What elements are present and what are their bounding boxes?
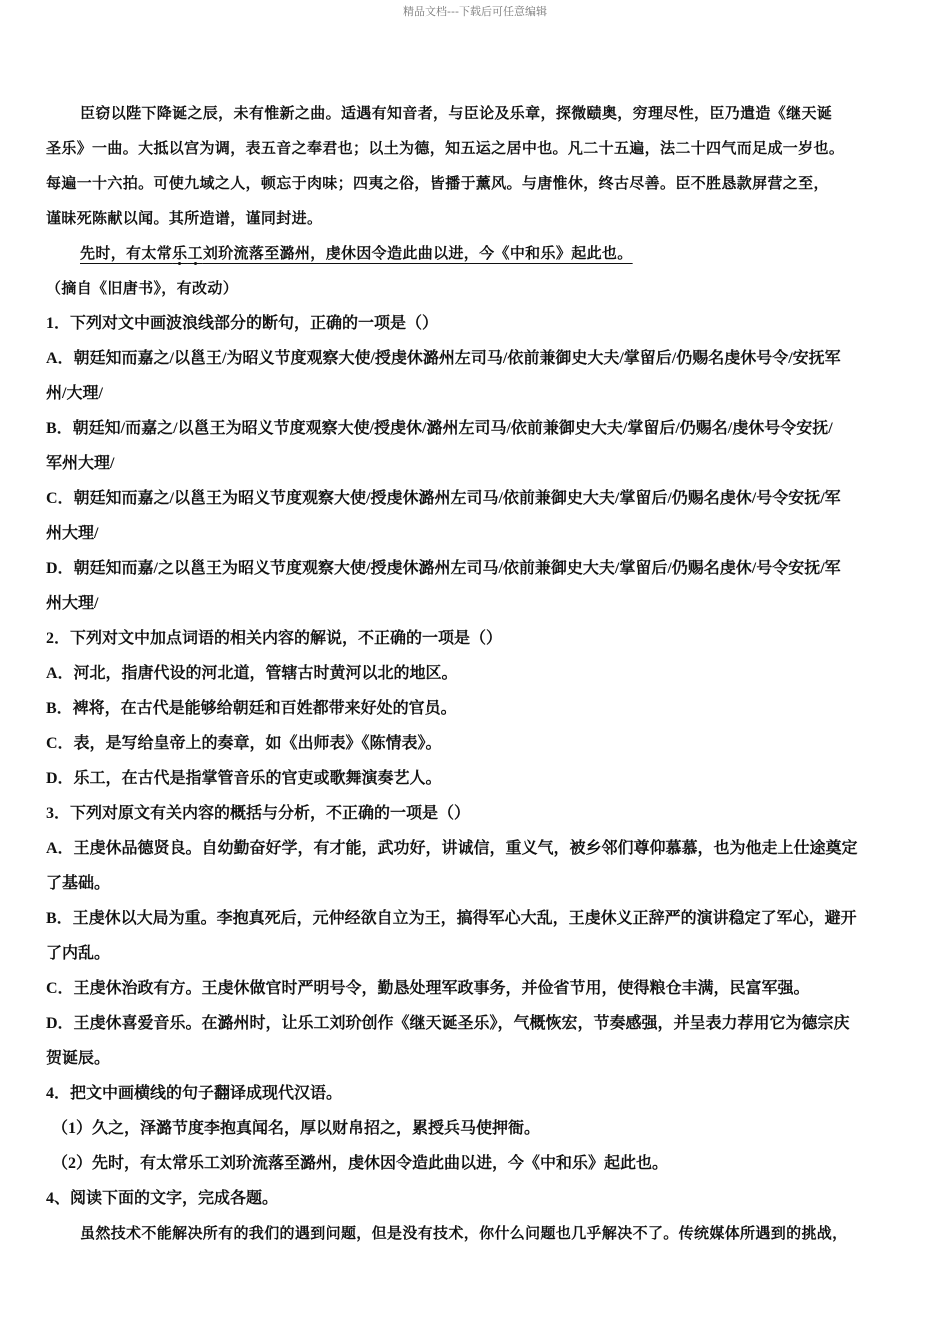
translation-item-2: （2）先时，有太常乐工刘玠流落至潞州，虔休因令造此曲以进，今《中和乐》起此也。	[52, 1155, 669, 1172]
dotted-char: 工	[187, 244, 203, 262]
option-c-line2: 州大理/	[46, 525, 99, 542]
option-c: C．王虔休治政有方。王虔休做官时严明号令，勤恳处理军政事务，并俭省节用，使得粮仓丰满，民富军强。	[46, 980, 810, 997]
option-c: C．表，是写给皇帝上的奏章，如《出师表》《陈情表》。	[46, 735, 442, 752]
option-b: B．裨将，在古代是能够给朝廷和百姓都带来好处的官员。	[46, 700, 457, 717]
question-3	[46, 796, 916, 1076]
question-2	[46, 621, 916, 796]
document-body	[46, 96, 916, 1251]
option-d-line1: D．朝廷知而嘉/之以邕王为昭义节度观察大使/授虔休潞州左司马/依前兼御史大夫/掌留后/仍赐名虔休/号令安抚/军	[46, 560, 841, 577]
passage-line: 谨昧死陈献以闻。其所造谱，谨同封进。	[46, 209, 323, 227]
question-stem: 4．把文中画横线的句子翻译成现代汉语。	[46, 1085, 343, 1102]
reading-section	[46, 1181, 916, 1251]
passage-line: 每遍一十六拍。可使九域之人，顿忘于肉味；四夷之俗，皆播于薰风。与唐惟休，终古尽善。臣不胜恳款屏营之至，	[46, 174, 829, 192]
page-header: 精品文档---下载后可任意编辑	[403, 5, 547, 18]
option-c-line1: C．朝廷知而嘉之/以邕王为昭义节度观察大使/授虔休潞州左司马/依前兼御史大夫/掌留后/仍赐名虔休/号令安抚/军	[46, 490, 841, 507]
passage-source: （摘自《旧唐书》，有改动）	[46, 279, 239, 297]
translation-item-1: （1）久之，泽潞节度李抱真闻名，厚以财帛招之，累授兵马使押衙。	[52, 1120, 541, 1137]
passage	[46, 96, 916, 306]
question-stem: 1．下列对文中画波浪线部分的断句，正确的一项是（）	[46, 315, 439, 332]
option-d-line2: 州大理/	[46, 595, 99, 612]
option-a-line2: 了基础。	[46, 875, 111, 892]
option-a-line2: 州/大理/	[46, 385, 103, 402]
option-b-line2: 了内乱。	[46, 945, 111, 962]
option-d-line2: 贺诞辰。	[46, 1050, 111, 1067]
question-1	[46, 306, 916, 621]
question-stem: 2．下列对文中加点词语的相关内容的解说，不正确的一项是（）	[46, 630, 503, 647]
option-b-line1: B．朝廷知/而嘉之/以邕王为昭义节度观察大使/授虔休/潞州左司马/依前兼御史大夫/掌留后/仍赐名/虔休号令安抚/	[46, 420, 833, 437]
passage-line: 臣窃以陛下降诞之辰，未有惟新之曲。适遇有知音者，与臣论及乐章，探微赜奥，穷理尽性，臣乃遣造《继天诞	[80, 104, 833, 122]
question-4	[46, 1076, 916, 1181]
underlined-passage-line	[46, 236, 916, 271]
section-first-line: 虽然技术不能解决所有的我们的遇到问题，但是没有技术，你什么问题也几乎解决不了。传统媒体所遇到的挑战，	[80, 1224, 848, 1242]
option-d: D．乐工，在古代是指掌管音乐的官吏或歌舞演奏艺人。	[46, 770, 442, 787]
option-b-line2: 军州大理/	[46, 455, 115, 472]
option-d-line1: D．王虔休喜爱音乐。在潞州时，让乐工刘玠创作《继天诞圣乐》，气概恢宏，节奏感强，并呈表力荐用它为德宗庆	[46, 1015, 850, 1032]
underlined-text: 刘玠流落至潞州，虔休因令造此曲以进，今《中和乐》起此也。	[202, 244, 633, 262]
dotted-char: 乐	[172, 244, 188, 262]
underlined-text: 先时，有太常	[80, 244, 173, 262]
section-title: 4、阅读下面的文字，完成各题。	[46, 1190, 279, 1207]
passage-line: 圣乐》一曲。大抵以宫为调，表五音之奉君也；以土为德，知五运之居中也。凡二十五遍，法二十四气而足成一岁也。	[46, 139, 845, 157]
question-stem: 3．下列对原文有关内容的概括与分析，不正确的一项是（）	[46, 805, 471, 822]
option-a-line1: A．朝廷知而嘉之/以邕王/为昭义节度观察大使/授虔休潞州左司马/依前兼御史大夫/掌留后/仍赐名虔休号令/安抚军	[46, 350, 841, 367]
option-b-line1: B．王虔休以大局为重。李抱真死后，元仲经欲自立为王，搞得军心大乱，王虔休义正辞严的演讲稳定了军心，避开	[46, 910, 857, 927]
option-a-line1: A．王虔休品德贤良。自幼勤奋好学，有才能，武功好，讲诚信，重义气，被乡邻们尊仰慕慕，也为他走上仕途奠定	[46, 840, 858, 857]
option-a: A．河北，指唐代设的河北道，管辖古时黄河以北的地区。	[46, 665, 458, 682]
